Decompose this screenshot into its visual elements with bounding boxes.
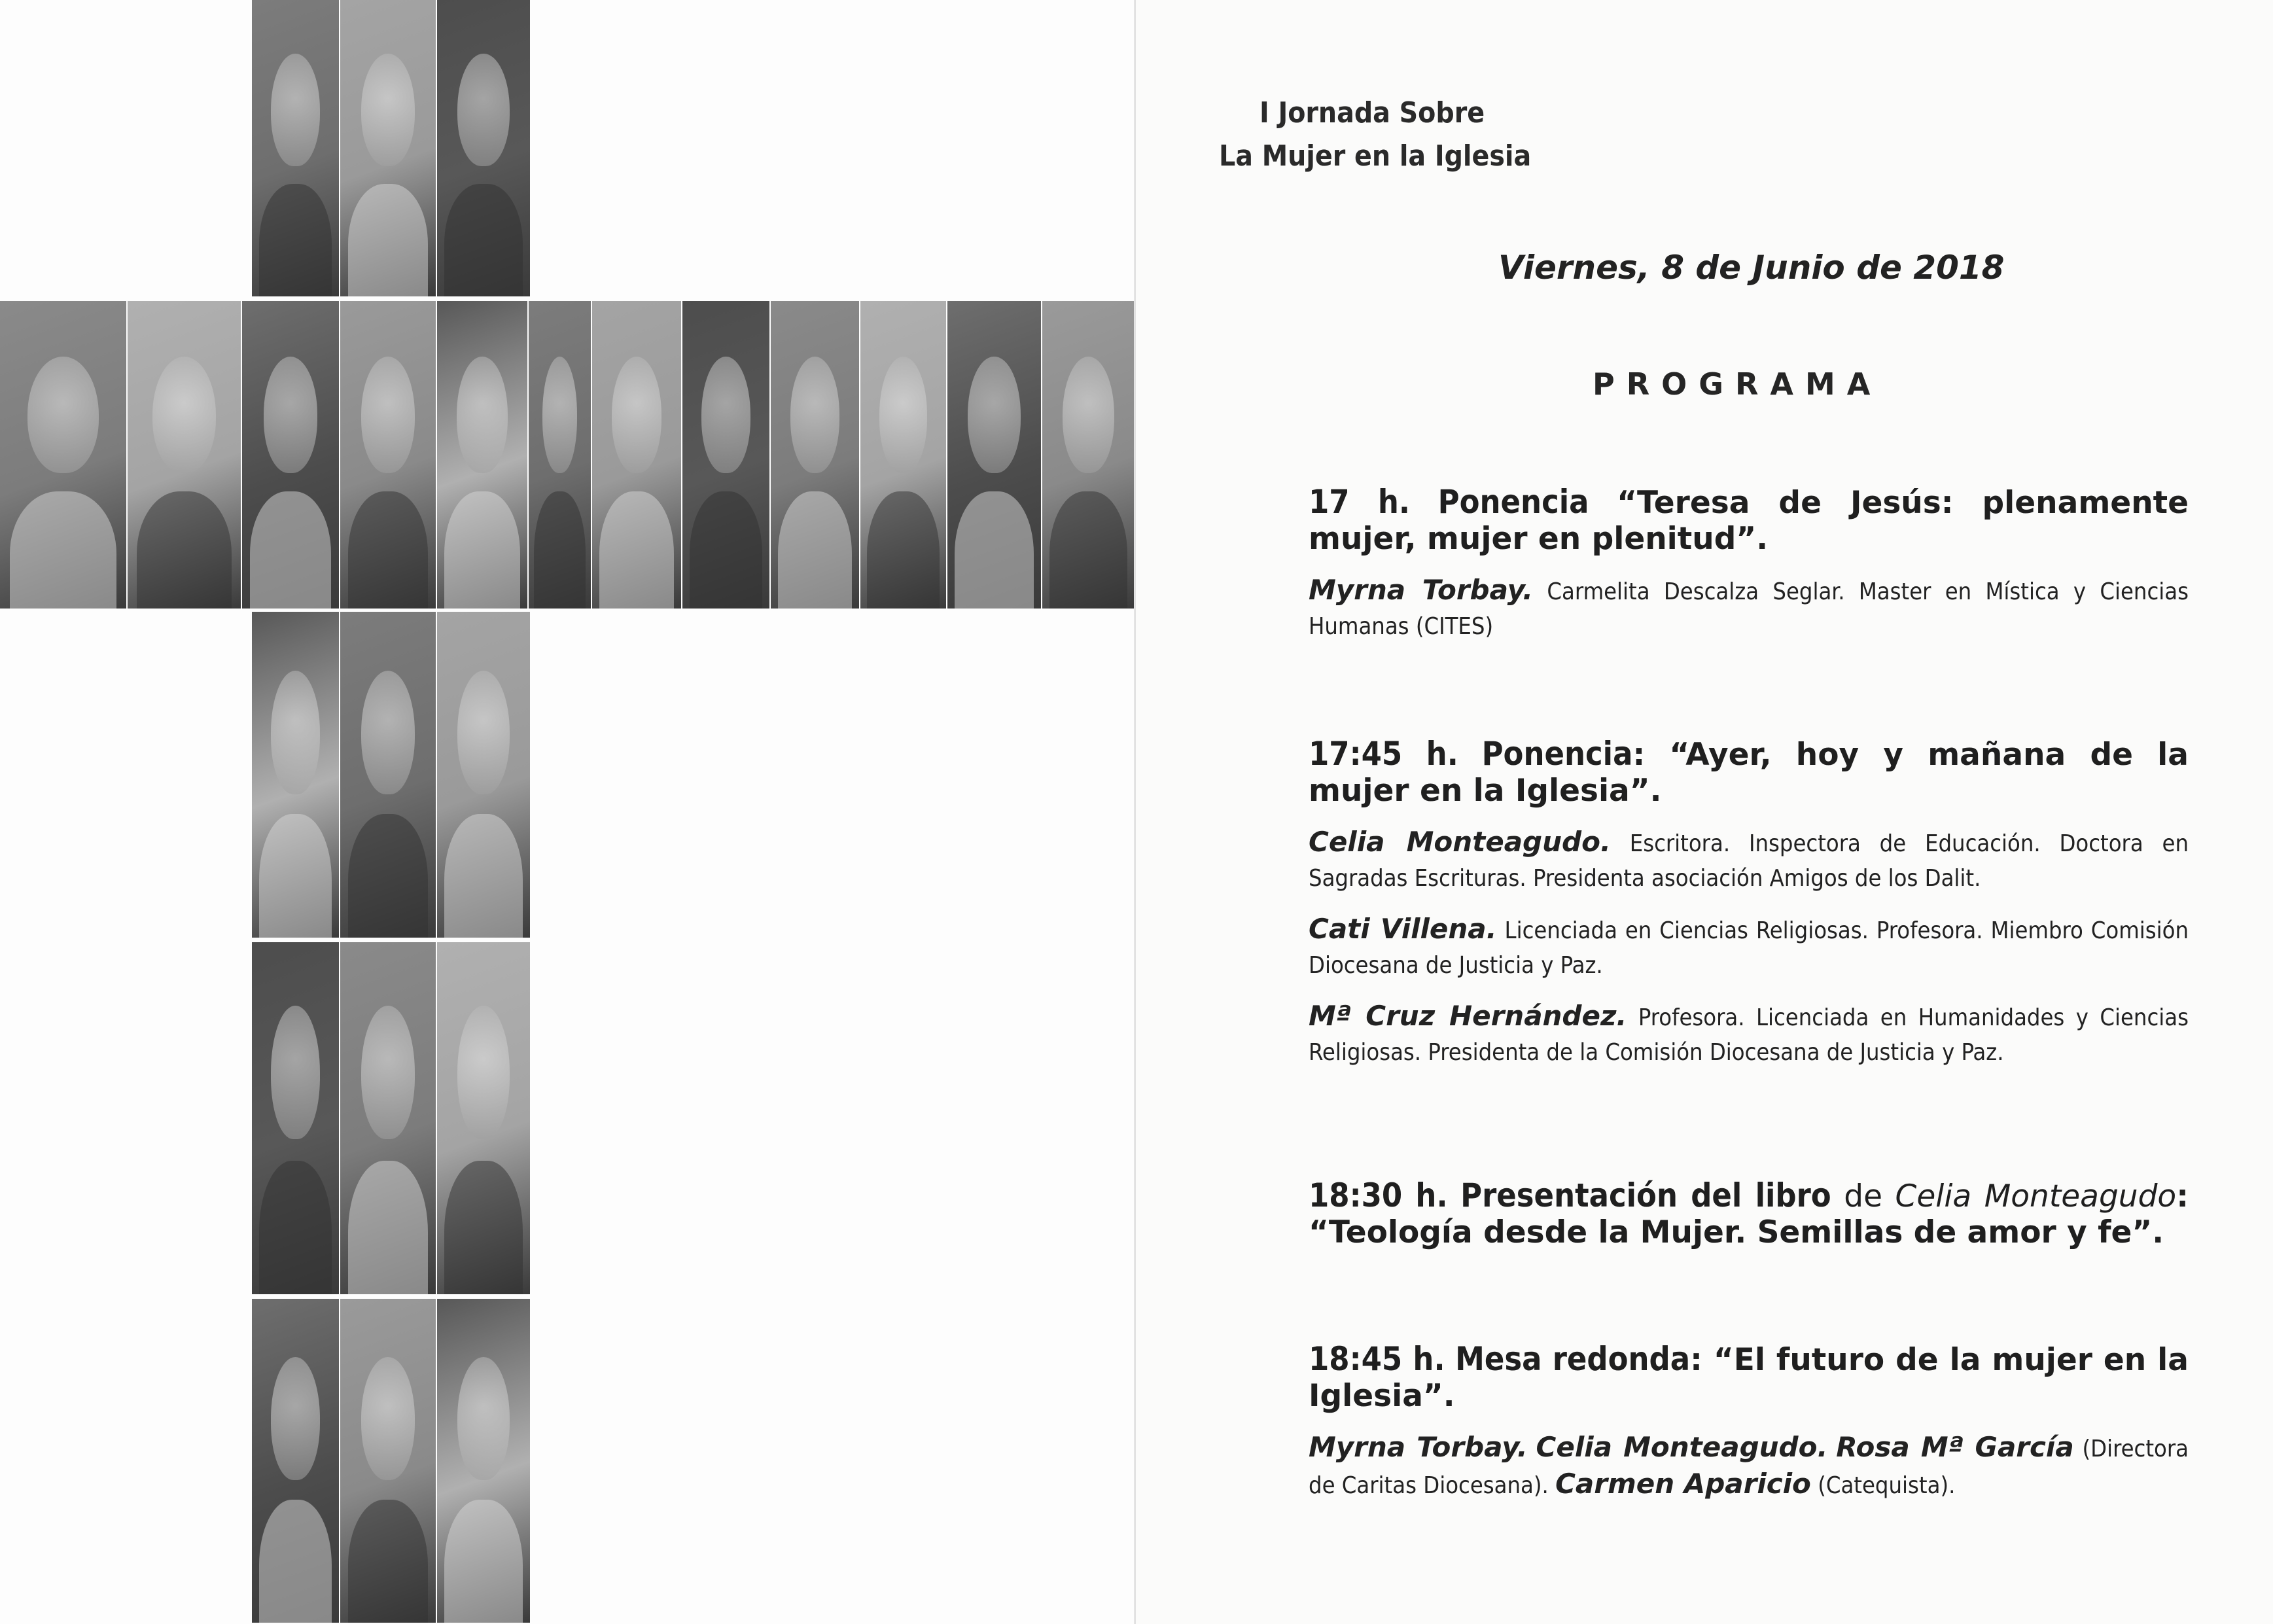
portrait-face — [790, 357, 840, 474]
portrait-photo — [437, 612, 531, 939]
portrait-face — [361, 1357, 415, 1480]
portrait-photo — [242, 301, 340, 610]
portrait-robe — [137, 491, 232, 610]
session-1-time: 17 h. — [1309, 483, 1411, 521]
portrait-face — [879, 357, 927, 474]
panel-role-3: (Directora de Caritas Diocesana). — [1309, 1436, 2189, 1499]
portrait-robe — [10, 491, 116, 610]
portrait-photo — [340, 612, 437, 939]
portrait-photo — [340, 0, 437, 298]
portrait-photo — [437, 0, 531, 298]
portrait-robe — [348, 1161, 429, 1296]
portrait-photo — [252, 612, 340, 939]
portrait-robe — [444, 814, 522, 939]
session-2-speaker-2 — [1309, 911, 2189, 983]
event-title-line2: La Mujer en la Iglesia — [1219, 139, 1532, 173]
session-4-heading — [1309, 1341, 2189, 1414]
session-2-heading — [1309, 736, 2189, 809]
session-1-type: Ponencia — [1437, 483, 1589, 521]
portrait-face — [361, 1006, 415, 1139]
portrait-robe — [259, 1500, 332, 1624]
session-3-type: Presentación del libro — [1460, 1176, 1831, 1214]
portrait-photo — [0, 301, 128, 610]
portrait-photo — [771, 301, 860, 610]
portrait-face — [271, 1006, 319, 1139]
portrait-face — [457, 1006, 510, 1139]
portrait-robe — [444, 491, 520, 610]
portrait-face — [271, 671, 319, 794]
session-4-time: 18:45 h. — [1309, 1340, 1445, 1378]
portrait-face — [457, 54, 510, 166]
session-1 — [1309, 484, 2189, 644]
portrait-photo — [592, 301, 682, 610]
portrait-robe — [955, 491, 1033, 610]
session-2-speaker-3 — [1309, 998, 2189, 1070]
session-2 — [1309, 736, 2189, 1070]
speaker-name: Cati Villena. — [1309, 913, 1497, 945]
portrait-photo — [437, 1299, 531, 1624]
portrait-face — [271, 54, 319, 166]
portrait-robe — [348, 1500, 429, 1624]
portrait-robe — [599, 491, 674, 610]
speaker-role: Profesora. Licenciada en Humanidades y Ciencias Religiosas. Presidenta de la Comisión Diocesana de Justicia y Paz. — [1309, 1004, 2189, 1066]
portrait-face — [457, 1357, 510, 1480]
session-2-topic: : “Ayer, hoy y mañana de la mujer en la Iglesia”. — [1309, 737, 2189, 809]
session-3-author: Celia Monteagudo — [1895, 1178, 2177, 1214]
portrait-robe — [259, 184, 332, 298]
speaker-name: Myrna Torbay. — [1309, 574, 1534, 606]
event-date: Viernes, 8 de Junio de 2018 — [1498, 249, 2005, 287]
portrait-photo — [252, 1299, 340, 1624]
portrait-robe — [1049, 491, 1127, 610]
session-2-type: Ponencia — [1481, 735, 1633, 773]
portrait-photo — [340, 942, 437, 1296]
programa-heading: PROGRAMA — [1593, 366, 1882, 402]
session-4-panel — [1309, 1430, 2189, 1503]
portrait-robe — [348, 491, 429, 610]
panel-name-2: Celia Monteagudo. — [1536, 1431, 1828, 1463]
panel-name-1: Myrna Torbay. — [1309, 1431, 1528, 1463]
portrait-face — [27, 357, 98, 474]
session-3 — [1309, 1178, 2189, 1250]
portrait-face — [1063, 357, 1114, 474]
portrait-robe — [250, 491, 331, 610]
portrait-robe — [348, 814, 429, 939]
portrait-face — [271, 1357, 319, 1480]
session-4-type: Mesa redonda — [1455, 1340, 1691, 1378]
portrait-photo — [128, 301, 242, 610]
speaker-name: Celia Monteagudo. — [1309, 826, 1611, 858]
event-title — [1219, 92, 1559, 178]
left-page — [0, 0, 1136, 1624]
speaker-role: Licenciada en Ciencias Religiosas. Profesora. Miembro Comisión Diocesana de Justicia y Paz. — [1309, 917, 2189, 979]
session-2-time: 17:45 h. — [1309, 735, 1458, 773]
portrait-photo — [252, 942, 340, 1296]
portrait-photo — [860, 301, 947, 610]
speaker-name: Mª Cruz Hernández. — [1309, 1000, 1627, 1032]
portrait-robe — [778, 491, 852, 610]
portrait-face — [457, 671, 510, 794]
portrait-photo — [340, 301, 437, 610]
session-1-speaker-1 — [1309, 573, 2189, 644]
portrait-photo — [529, 301, 592, 610]
session-3-topic: : “Teología desde la Mujer. Semillas de amor y fe”. — [1309, 1178, 2189, 1250]
portrait-robe — [867, 491, 939, 610]
session-3-connector: de — [1844, 1178, 1882, 1214]
portrait-face — [612, 357, 661, 474]
portrait-photo — [682, 301, 771, 610]
speaker-role: Escritora. Inspectora de Educación. Doctora en Sagradas Escrituras. Presidenta asociación Amigos de los Dalit. — [1309, 830, 2189, 892]
portrait-face — [361, 54, 415, 166]
speaker-role: Carmelita Descalza Seglar. Master en Mística y Ciencias Humanas (CITES) — [1309, 578, 2189, 640]
session-3-heading — [1309, 1178, 2189, 1250]
panel-role-4: (Catequista). — [1818, 1472, 1956, 1499]
portrait-photo — [340, 1299, 437, 1624]
portrait-photo — [437, 942, 531, 1296]
portrait-robe — [444, 1161, 522, 1296]
session-4 — [1309, 1341, 2189, 1503]
portrait-robe — [259, 1161, 332, 1296]
portrait-robe — [259, 814, 332, 939]
portrait-photo — [437, 301, 529, 610]
session-1-topic: “Teresa de Jesús: plenamente mujer, mujer en plenitud”. — [1309, 485, 2189, 557]
portrait-robe — [690, 491, 763, 610]
portrait-photo — [947, 301, 1042, 610]
panel-name-4: Carmen Aparicio — [1555, 1468, 1811, 1500]
session-1-heading — [1309, 484, 2189, 557]
portrait-face — [968, 357, 1020, 474]
panel-name-3: Rosa Mª García — [1836, 1431, 2074, 1463]
portrait-robe — [348, 184, 429, 298]
portrait-face — [361, 671, 415, 794]
session-2-speaker-1 — [1309, 824, 2189, 896]
portrait-face — [264, 357, 318, 474]
portrait-photo — [252, 0, 340, 298]
portrait-robe — [534, 491, 586, 610]
session-3-time: 18:30 h. — [1309, 1176, 1448, 1214]
portrait-robe — [444, 1500, 522, 1624]
portrait-face — [701, 357, 750, 474]
portrait-cross-collage — [0, 0, 1136, 1624]
event-title-line1: I Jornada Sobre — [1260, 96, 1485, 130]
portrait-photo — [1042, 301, 1136, 610]
portrait-face — [152, 357, 216, 474]
portrait-robe — [444, 184, 522, 298]
portrait-face — [361, 357, 415, 474]
portrait-face — [457, 357, 507, 474]
portrait-face — [542, 357, 577, 474]
session-4-topic: : “El futuro de la mujer en la Iglesia”. — [1309, 1342, 2189, 1414]
